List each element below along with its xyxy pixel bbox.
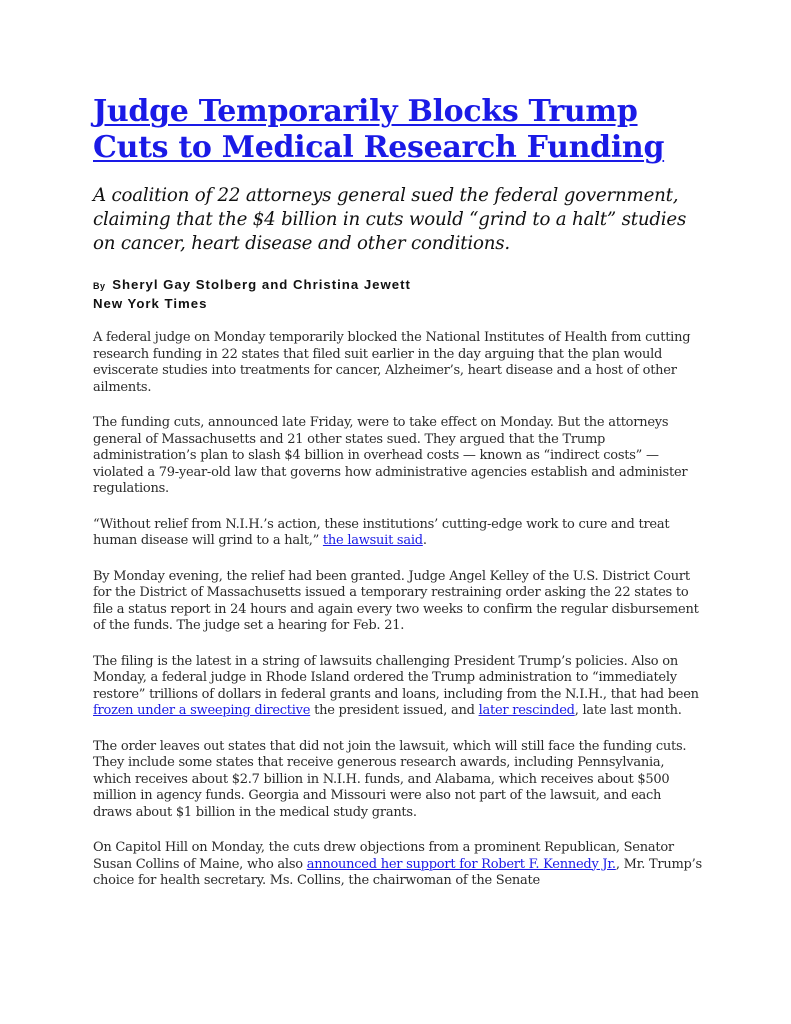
publication-name: New York Times: [93, 296, 208, 311]
dek: A coalition of 22 attorneys general sued the federal government, claiming that the $4 billion in cuts would “grind to a halt” studies on cancer, heart disease and other conditions.: [93, 185, 687, 254]
article-body: [93, 330, 703, 890]
paragraph-5: [93, 654, 703, 720]
kennedy-support-link[interactable]: announced her support for Robert F. Kennedy Jr.: [306, 856, 616, 872]
paragraph-5-text-1: The filing is the latest in a string of lawsuits challenging President Trump’s policies. Also on Monday, a federal judge in Rhode Island ordered the Trump administration to “immediately restore” trillions of dollars in federal grants and loans, including from the N.I.H., that had been: [93, 653, 699, 702]
article: [93, 94, 703, 909]
paragraph-2: The funding cuts, announced late Friday, were to take effect on Monday. But the attorneys general of Massachusetts and 21 other states sued. They argued that the Trump administration’s plan to slash $4 billion in overhead costs — known as “indirect costs” — violated a 79-year-old law that governs how administrative agencies establish and administer regulations.: [93, 415, 688, 496]
paragraph-5-text-2: the president issued, and: [310, 703, 479, 718]
paragraph-3-end: .: [422, 533, 427, 548]
paragraph-7-end: , Mr. Trump’s choice for health secretary. Ms. Collins, the chairwoman of the Senate: [93, 856, 702, 888]
paragraph-4: By Monday evening, the relief had been granted. Judge Angel Kelley of the U.S. District Court for the District of Massachusetts issued a temporary restraining order asking the 22 states to file a status report in 24 hours and again every two weeks to confirm the regular disbursement of the funds. The judge set a hearing for Feb. 21.: [93, 568, 699, 633]
headline-link[interactable]: Judge Temporarily Blocks Trump Cuts to Medical Research Funding: [93, 94, 665, 165]
paragraph-7-text: On Capitol Hill on Monday, the cuts drew objections from a prominent Republican, Senator Susan Collins of Maine, who also: [93, 840, 674, 872]
paragraph-6: The order leaves out states that did not join the lawsuit, which will still face the funding cuts. They include some states that receive generous research awards, including Pennsylvania, which receives about $2.7 billion in N.I.H. funds, and Alabama, which receives about $500 million in agency funds. Georgia and Missouri were also not part of the lawsuit, and each draws about $1 billion in the medical study grants.: [93, 738, 687, 820]
paragraph-1: A federal judge on Monday temporarily blocked the National Institutes of Health from cutting research funding in 22 states that filed suit earlier in the day arguing that the plan would eviscerate studies into treatments for cancer, Alzheimer’s, heart disease and a host of other ailments.: [93, 330, 691, 395]
byline: [93, 276, 703, 312]
headline: [93, 94, 703, 166]
paragraph-3-text: “Without relief from N.I.H.’s action, these institutions’ cutting-edge work to cure and treat human disease will grind to a halt,”: [93, 516, 670, 548]
paragraph-3: [93, 517, 703, 550]
byline-prefix: By: [93, 281, 106, 291]
frozen-directive-link[interactable]: frozen under a sweeping directive: [93, 703, 311, 718]
paragraph-5-end: , late last month.: [574, 703, 682, 718]
later-rescinded-link[interactable]: later rescinded: [478, 703, 575, 718]
lawsuit-link[interactable]: the lawsuit said: [322, 533, 423, 548]
byline-authors: Sheryl Gay Stolberg and Christina Jewett: [112, 277, 411, 292]
paragraph-7: [93, 840, 703, 890]
